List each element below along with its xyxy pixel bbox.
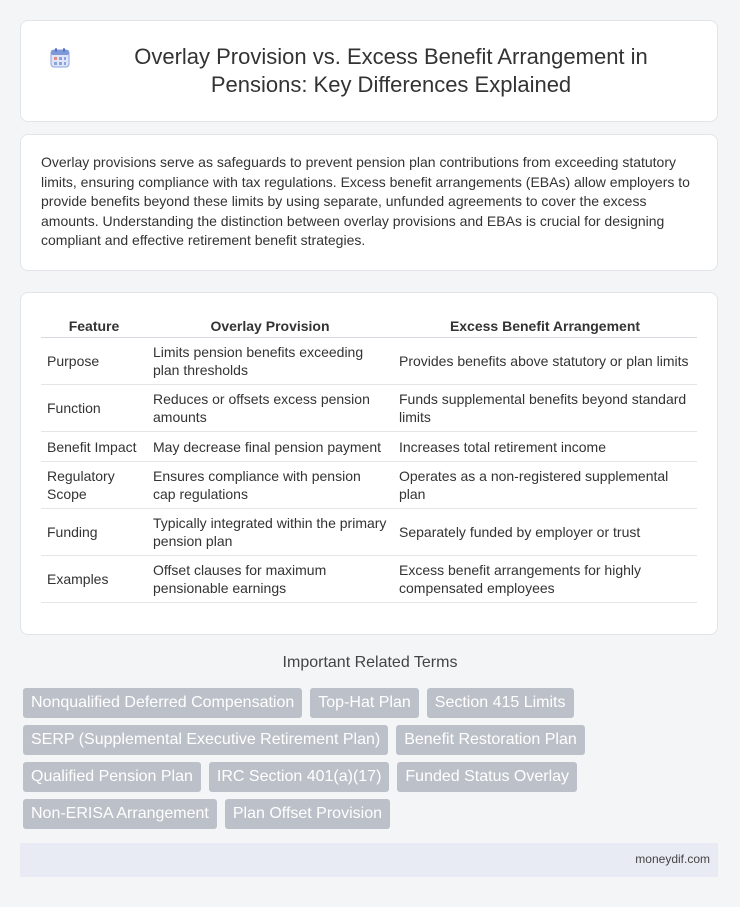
row-overlay-cell: Reduces or offsets excess pension amounts: [147, 385, 393, 432]
header-excess-benefit-arrangement: Excess Benefit Arrangement: [393, 315, 697, 338]
footer: [20, 843, 718, 877]
table-row: [41, 556, 697, 603]
row-overlay-cell: Ensures compliance with pension cap regulations: [147, 462, 393, 509]
footer-site-link[interactable]: moneydif.com: [635, 852, 710, 866]
tag-row: [23, 762, 723, 792]
table-header-row: [41, 315, 697, 338]
table-row: [41, 432, 697, 462]
row-overlay-cell: Offset clauses for maximum pensionable earnings: [147, 556, 393, 603]
row-feature-cell: Benefit Impact: [41, 432, 147, 462]
row-eba-cell: Funds supplemental benefits beyond standard limits: [393, 385, 697, 432]
page-title: Overlay Provision vs. Excess Benefit Arrangement in Pensions: Key Differences Explained: [134, 44, 648, 97]
calendar-icon: [49, 47, 71, 69]
tag-qualified-pension-plan[interactable]: Qualified Pension Plan: [23, 762, 201, 792]
tag-row: [23, 688, 723, 718]
tag-row: [23, 725, 723, 755]
row-feature-cell: Purpose: [41, 338, 147, 385]
table-row: [41, 462, 697, 509]
row-feature-cell: Funding: [41, 509, 147, 556]
row-feature-cell: Examples: [41, 556, 147, 603]
intro-paragraph: Overlay provisions serve as safeguards to prevent pension plan contributions from exceeding statutory limits, ensuring compliance with tax regulations. Excess benefit arrangements (EBAs) allow employers to provide benefits beyond these limits by using separate, unfunded agreements to cover the excess amounts. Understanding the distinction between overlay provisions and EBAs is crucial for designing compliant and effective retirement benefit strategies.: [41, 154, 690, 249]
table-row: [41, 509, 697, 556]
row-eba-cell: Operates as a non-registered supplemental plan: [393, 462, 697, 509]
tag-nonqualified-deferred-compensation[interactable]: Nonqualified Deferred Compensation: [23, 688, 302, 718]
related-terms-tags: [23, 688, 723, 836]
row-eba-cell: Provides benefits above statutory or plan limits: [393, 338, 697, 385]
title-wrap: [49, 43, 689, 99]
tag-funded-status-overlay[interactable]: Funded Status Overlay: [397, 762, 577, 792]
row-overlay-cell: Limits pension benefits exceeding plan thresholds: [147, 338, 393, 385]
tag-non-erisa-arrangement[interactable]: Non-ERISA Arrangement: [23, 799, 217, 829]
related-terms-heading: Important Related Terms: [282, 654, 458, 671]
tag-section-415-limits[interactable]: Section 415 Limits: [427, 688, 574, 718]
tag-plan-offset-provision[interactable]: Plan Offset Provision: [225, 799, 390, 829]
tag-top-hat-plan[interactable]: Top-Hat Plan: [310, 688, 419, 718]
comparison-table-card: [20, 292, 718, 635]
comparison-table: [41, 315, 697, 603]
table-row: [41, 338, 697, 385]
intro-card: [20, 134, 718, 271]
tag-irc-section-401a17[interactable]: IRC Section 401(a)(17): [209, 762, 390, 792]
table-row: [41, 385, 697, 432]
row-eba-cell: Excess benefit arrangements for highly compensated employees: [393, 556, 697, 603]
row-overlay-cell: May decrease final pension payment: [147, 432, 393, 462]
row-eba-cell: Increases total retirement income: [393, 432, 697, 462]
tag-benefit-restoration-plan[interactable]: Benefit Restoration Plan: [396, 725, 585, 755]
title-card: [20, 20, 718, 122]
row-overlay-cell: Typically integrated within the primary pension plan: [147, 509, 393, 556]
header-overlay-provision: Overlay Provision: [147, 315, 393, 338]
row-eba-cell: Separately funded by employer or trust: [393, 509, 697, 556]
row-feature-cell: Function: [41, 385, 147, 432]
tag-row: [23, 799, 723, 829]
tag-serp[interactable]: SERP (Supplemental Executive Retirement Plan): [23, 725, 388, 755]
row-feature-cell: Regulatory Scope: [41, 462, 147, 509]
header-feature: Feature: [41, 315, 147, 338]
